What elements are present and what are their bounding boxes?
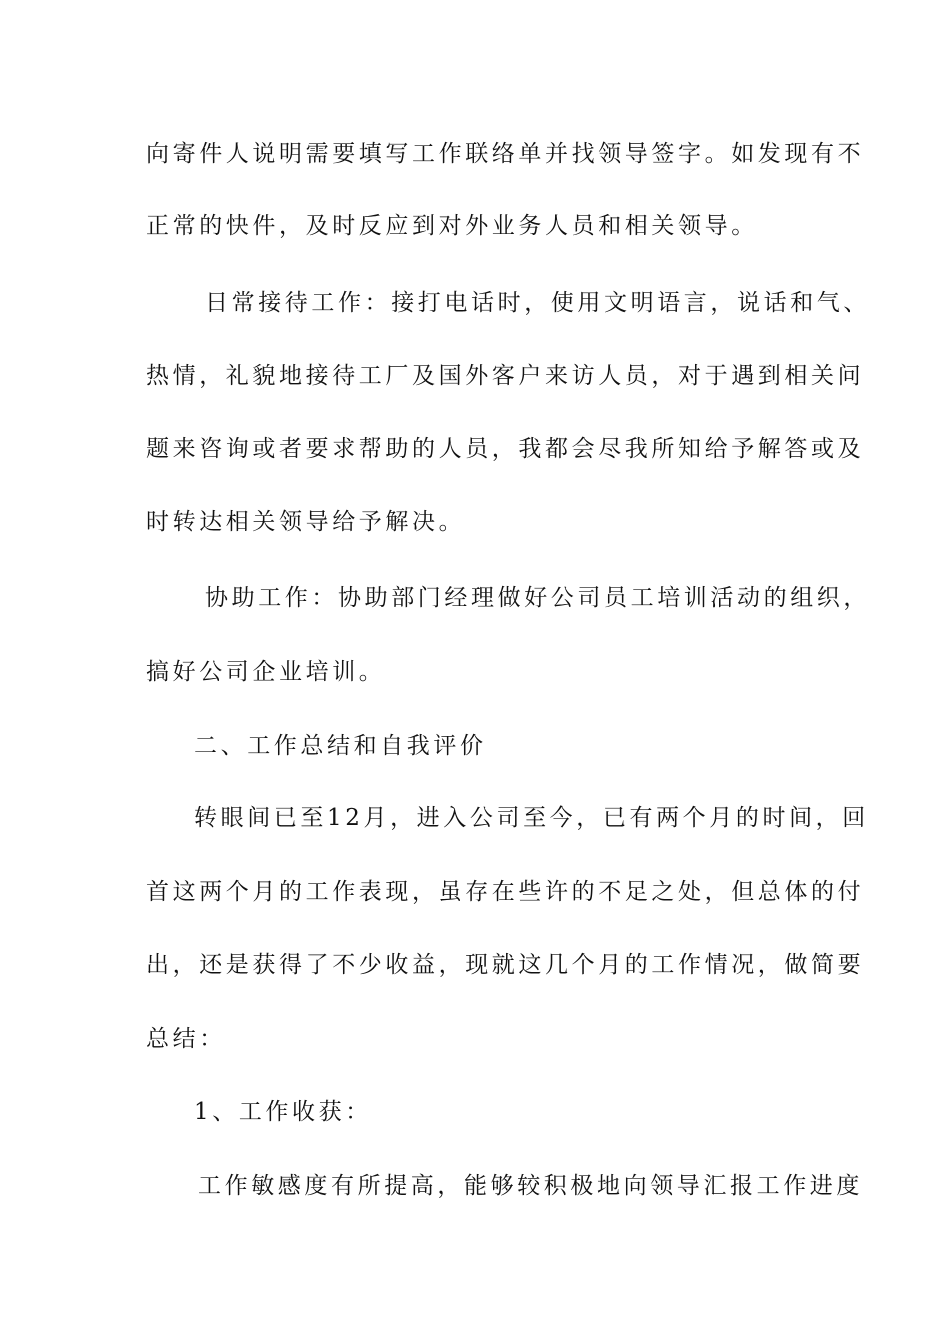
paragraph-line: 日常接待工作：接打电话时，使用文明语言，说话和气、 — [205, 290, 870, 316]
paragraph-line: 时转达相关领导给予解决。 — [146, 509, 466, 535]
paragraph-line: 搞好公司企业培训。 — [146, 659, 386, 685]
paragraph-line: 转眼间已至12月，进入公司至今，已有两个月的时间，回 — [194, 805, 869, 831]
paragraph-line: 题来咨询或者要求帮助的人员，我都会尽我所知给予解答或及 — [146, 436, 865, 462]
paragraph-line: 工作敏感度有所提高，能够较积极地向领导汇报工作进度 — [198, 1173, 863, 1199]
subsection-heading: 1、工作收获： — [194, 1099, 372, 1125]
paragraph-line: 协助工作：协助部门经理做好公司员工培训活动的组织， — [205, 585, 870, 611]
paragraph-line: 首这两个月的工作表现，虽存在些许的不足之处，但总体的付 — [146, 879, 865, 905]
section-heading: 二、工作总结和自我评价 — [194, 733, 487, 759]
paragraph-line: 向寄件人说明需要填写工作联络单并找领导签字。如发现有不 — [146, 141, 865, 167]
paragraph-line: 热情，礼貌地接待工厂及国外客户来访人员，对于遇到相关问 — [146, 363, 865, 389]
paragraph-line: 总结： — [146, 1026, 226, 1052]
paragraph-line: 出，还是获得了不少收益，现就这几个月的工作情况，做简要 — [146, 952, 865, 978]
paragraph-line: 正常的快件，及时反应到对外业务人员和相关领导。 — [146, 213, 758, 239]
